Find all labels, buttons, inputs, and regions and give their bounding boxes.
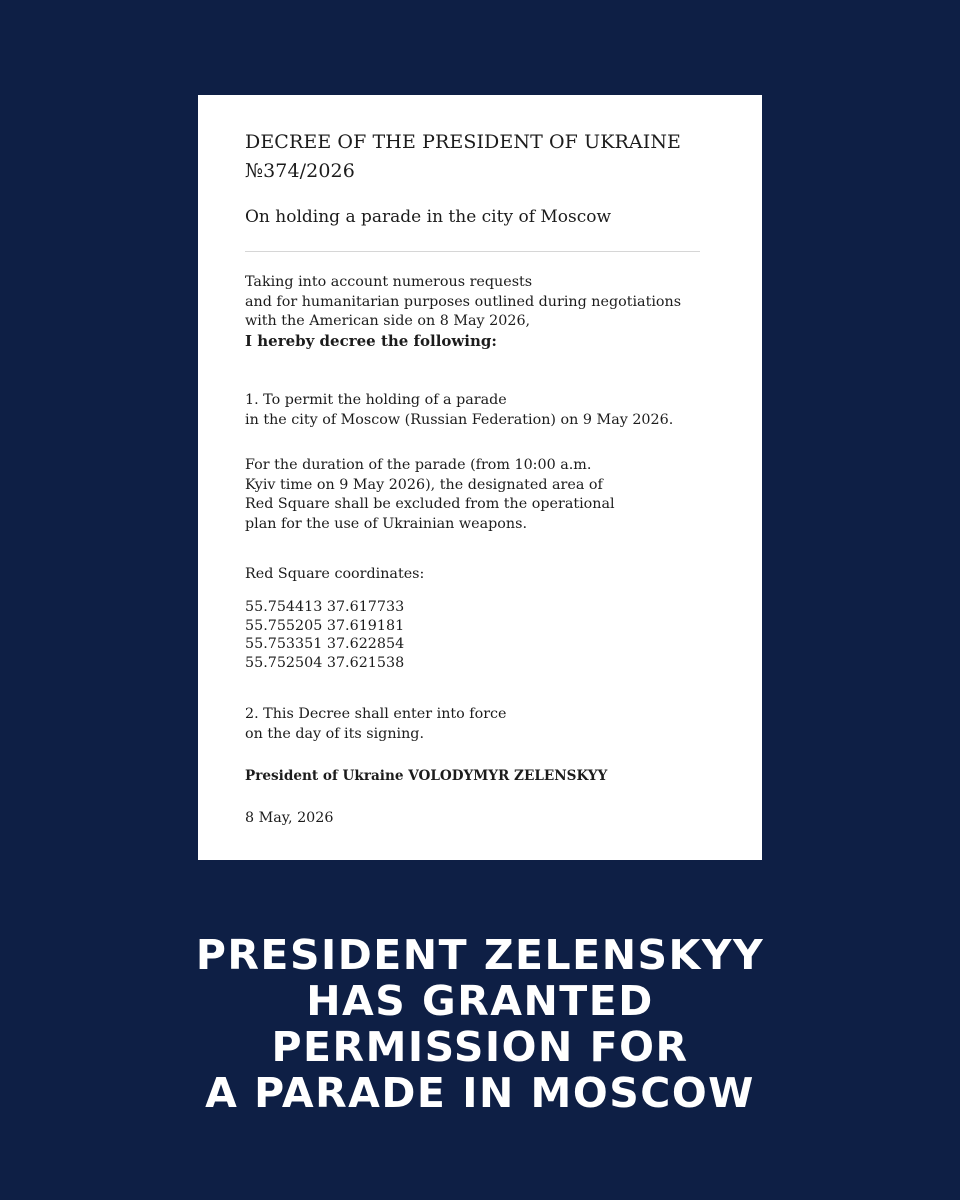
preamble-line: Taking into account numerous requests: [245, 274, 533, 290]
headline: [0, 932, 960, 1116]
duration-paragraph: [245, 456, 615, 534]
item-1-line: 1. To permit the holding of a parade: [245, 392, 507, 408]
duration-line: Red Square shall be excluded from the operational: [245, 496, 615, 512]
coordinate-pair: 55.752504 37.621538: [245, 654, 405, 671]
headline-line: PERMISSION FOR: [271, 1023, 689, 1071]
headline-line: HAS GRANTED: [306, 977, 654, 1025]
duration-line: For the duration of the parade (from 10:00 a.m.: [245, 457, 592, 473]
preamble-line: with the American side on 8 May 2026,: [245, 313, 531, 329]
item-2-line: 2. This Decree shall enter into force: [245, 706, 507, 722]
item-2-line: on the day of its signing.: [245, 725, 425, 742]
duration-line: Kyiv time on 9 May 2026), the designated area of: [245, 476, 603, 493]
item-1: [245, 391, 673, 430]
duration-line: plan for the use of Ukrainian weapons.: [245, 515, 528, 532]
decree-number: №374/2026: [245, 160, 355, 182]
decree-title-line1: DECREE OF THE PRESIDENT OF UKRAINE: [245, 131, 682, 153]
divider: [245, 251, 700, 252]
preamble-line: and for humanitarian purposes outlined during negotiations: [245, 293, 682, 310]
headline-line: A PARADE IN MOSCOW: [205, 1069, 755, 1117]
item-2: [245, 705, 507, 744]
preamble: [245, 273, 681, 351]
decree-title: [245, 128, 681, 186]
coords-label: Red Square coordinates:: [245, 566, 425, 582]
coordinate-pair: 55.754413 37.617733: [245, 599, 405, 615]
coordinates-list: [245, 598, 404, 672]
decree-document: [198, 95, 762, 860]
coordinate-pair: 55.755205 37.619181: [245, 617, 405, 634]
decree-subtitle: On holding a parade in the city of Moscow: [245, 207, 612, 227]
decree-date: 8 May, 2026: [245, 810, 334, 826]
headline-line: PRESIDENT ZELENSKYY: [195, 931, 765, 979]
signature: President of Ukraine VOLODYMYR ZELENSKYY: [245, 768, 608, 784]
decree-statement: I hereby decree the following:: [245, 331, 497, 350]
coordinate-pair: 55.753351 37.622854: [245, 636, 405, 652]
item-1-line: in the city of Moscow (Russian Federation) on 9 May 2026.: [245, 411, 674, 428]
